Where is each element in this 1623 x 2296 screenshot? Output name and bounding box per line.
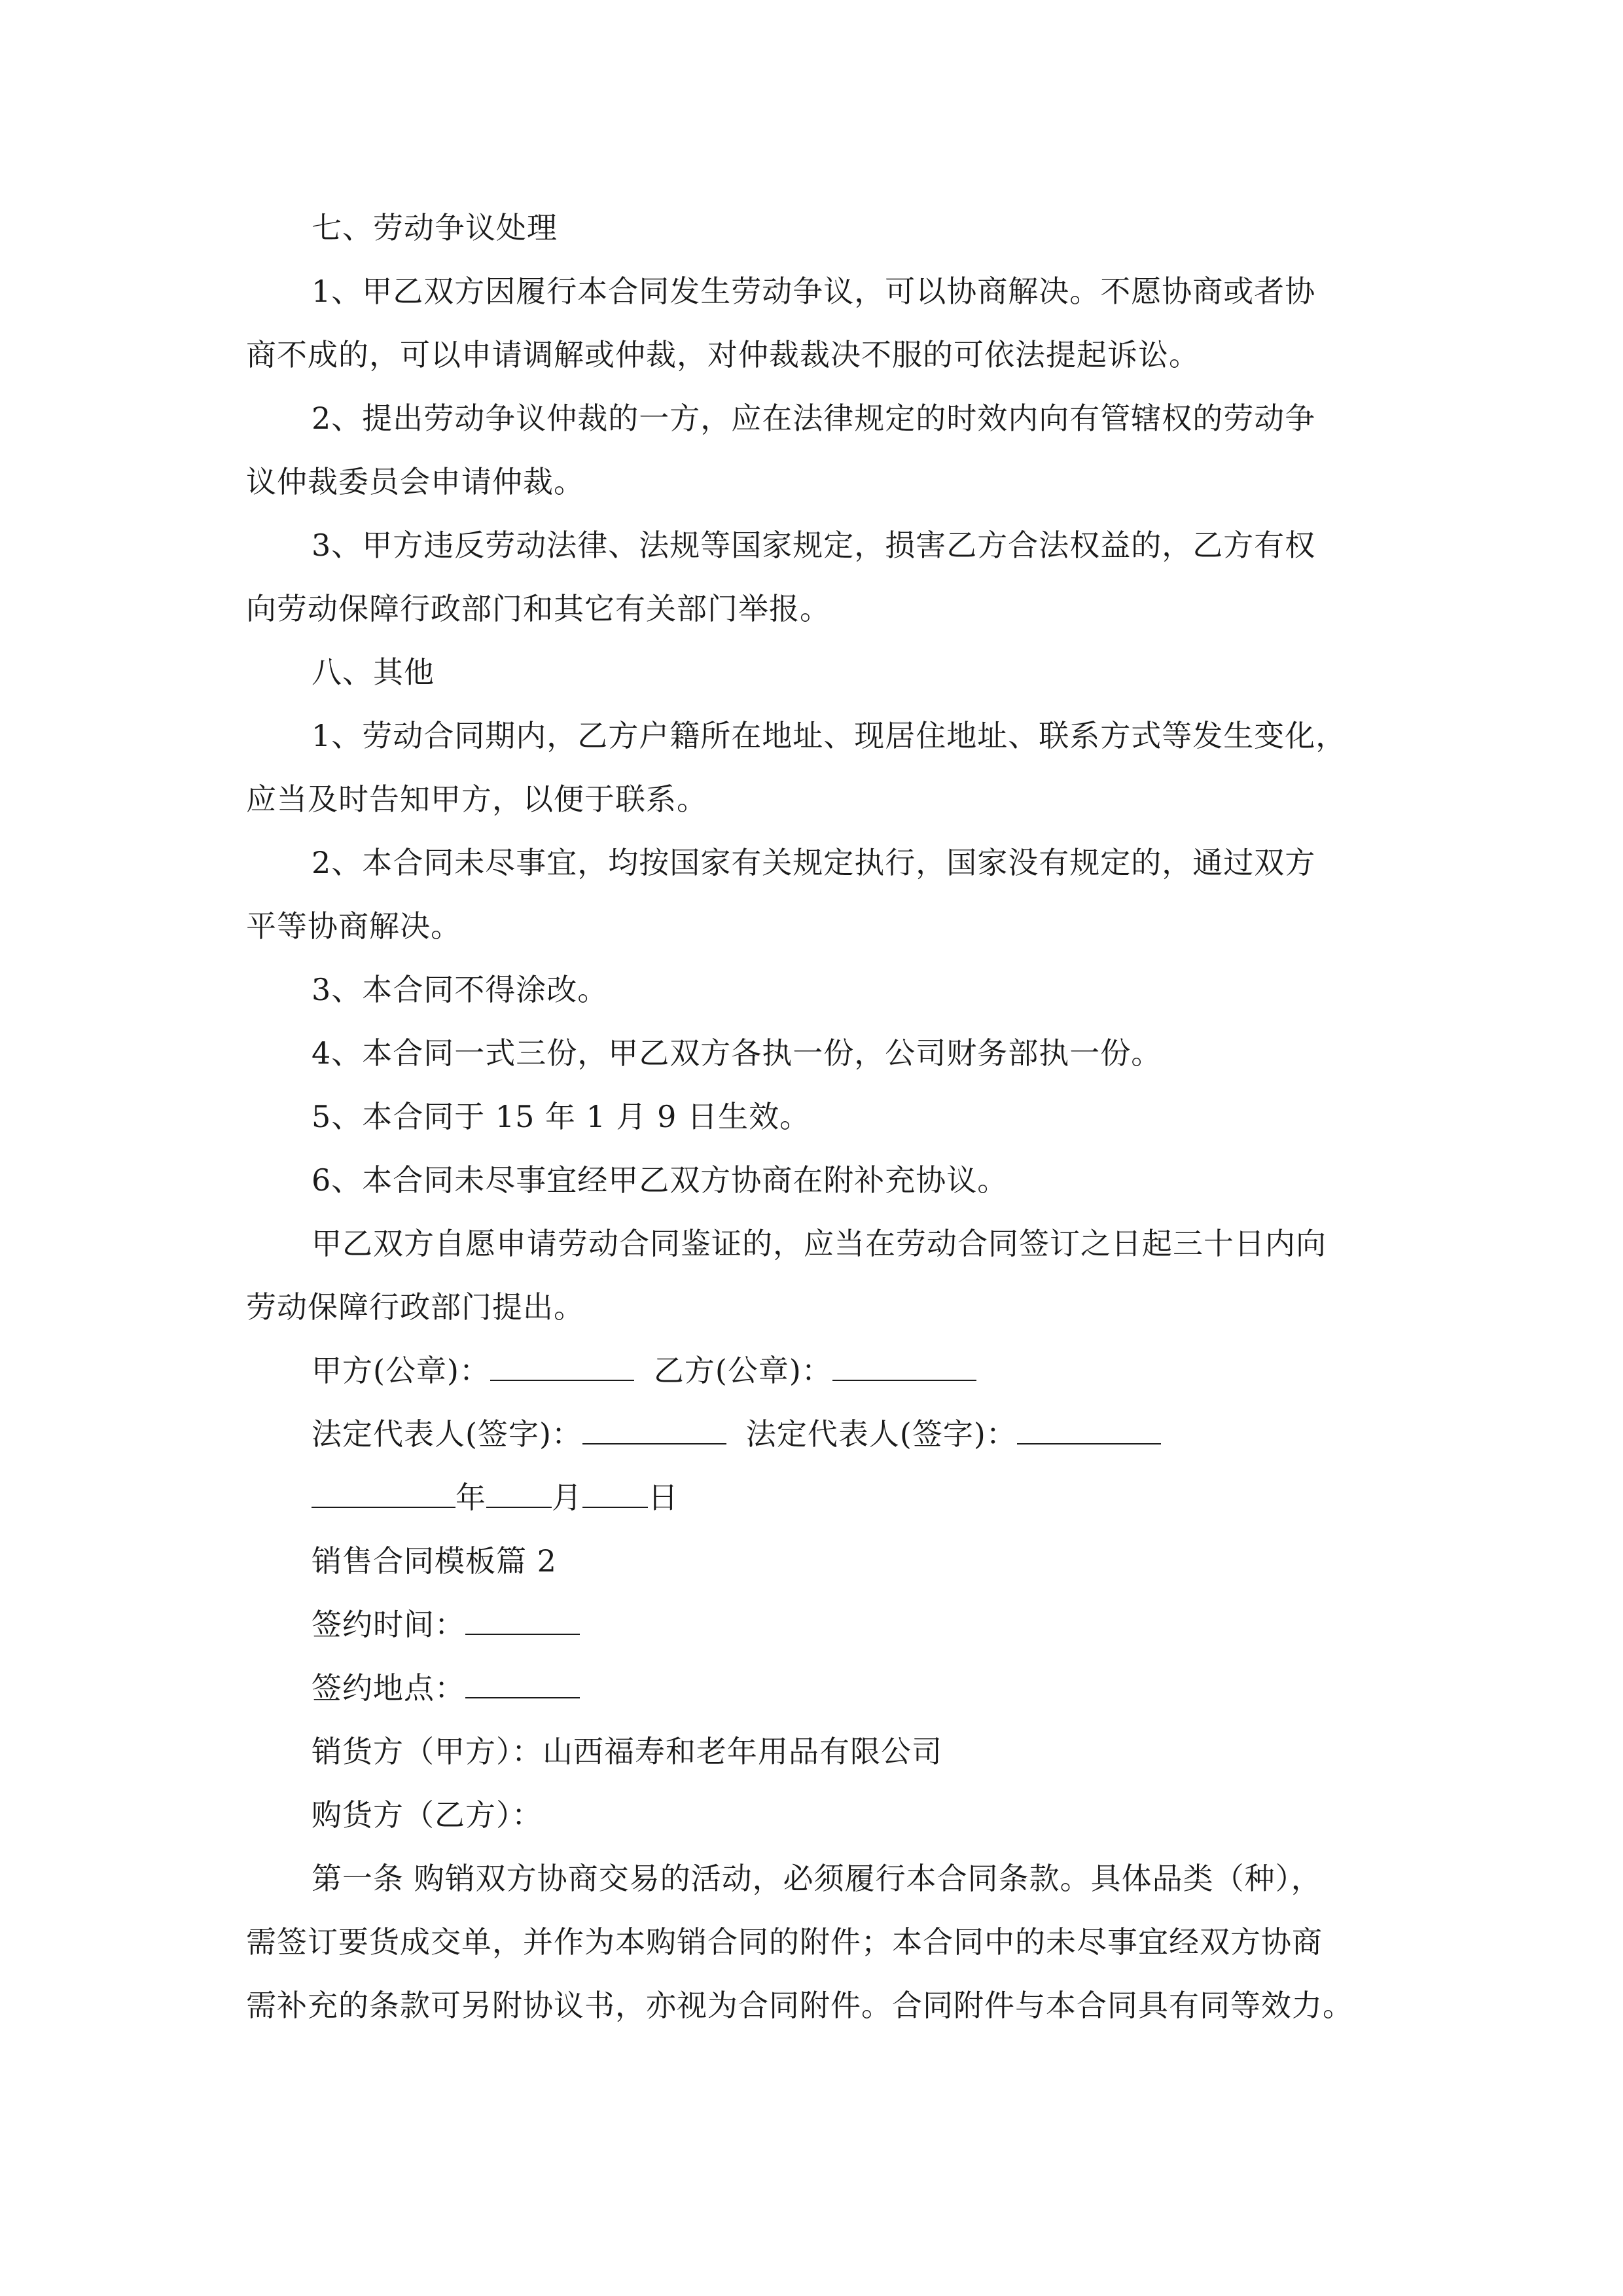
document-body [246,196,1390,2037]
paragraph-line: 应当及时告知甲方，以便于联系。 [246,781,707,817]
rep-a-label: 法定代表人(签字)： [312,1416,582,1452]
month-blank [486,1473,552,1508]
party-a-seal-blank [490,1346,634,1381]
year-label: 年 [455,1480,486,1515]
paragraph-line: 3、本合同不得涂改。 [312,972,609,1007]
section2-title: 销售合同模板篇 2 [312,1543,557,1579]
section-heading-other: 八、其他 [312,655,435,690]
year-blank [312,1473,455,1508]
paragraph-line: 4、本合同一式三份，甲乙双方各执一份，公司财务部执一份。 [312,1035,1162,1071]
paragraph-line: 2、提出劳动争议仲裁的一方，应在法律规定的时效内向有管辖权的劳动争 [312,401,1316,436]
month-label: 月 [552,1480,582,1515]
paragraph-line: 1、甲乙双方因履行本合同发生劳动争议，可以协商解决。不愿协商或者协 [312,274,1316,309]
paragraph-line: 平等协商解决。 [246,908,461,944]
party-b-seal-label: 乙方(公章)： [653,1353,832,1388]
sign-place-label: 签约地点： [312,1670,465,1706]
paragraph-line: 2、本合同未尽事宜，均按国家有关规定执行，国家没有规定的，通过双方 [312,845,1316,880]
day-label: 日 [648,1480,679,1515]
paragraph-line: 需补充的条款可另附协议书，亦视为合同附件。合同附件与本合同具有同等效力。 [246,1988,1353,2023]
section-heading-labor-dispute: 七、劳动争议处理 [312,210,558,245]
signature-date-row [246,1466,1390,1530]
paragraph-line: 议仲裁委员会申请仲裁。 [246,464,584,499]
sign-place-row [246,1657,1390,1720]
paragraph-line: 需签订要货成交单，并作为本购销合同的附件；本合同中的未尽事宜经双方协商 [246,1924,1323,1960]
sign-time-row [246,1593,1390,1657]
rep-b-label: 法定代表人(签字)： [745,1416,1017,1452]
paragraph-line: 5、本合同于 15 年 1 月 9 日生效。 [312,1099,811,1134]
paragraph-line: 向劳动保障行政部门和其它有关部门举报。 [246,591,830,626]
rep-b-blank [1017,1409,1161,1444]
paragraph-line: 3、甲方违反劳动法律、法规等国家规定，损害乙方合法权益的，乙方有权 [312,528,1316,563]
sign-place-blank [465,1663,580,1698]
signature-representative-row [246,1403,1390,1466]
paragraph-line: 商不成的，可以申请调解或仲裁，对仲裁裁决不服的可依法提起诉讼。 [246,337,1200,372]
buyer-line: 购货方（乙方）： [312,1797,543,1833]
sign-time-label: 签约时间： [312,1607,465,1642]
party-a-seal-label: 甲方(公章)： [312,1353,490,1388]
paragraph-line: 第一条 购销双方协商交易的活动，必须履行本合同条款。具体品类（种）， [312,1861,1322,1896]
day-blank [582,1473,648,1508]
rep-a-blank [582,1409,726,1444]
sign-time-blank [465,1600,580,1635]
paragraph-line: 劳动保障行政部门提出。 [246,1289,584,1325]
seller-line: 销货方（甲方）：山西福寿和老年用品有限公司 [312,1734,942,1769]
paragraph-line: 6、本合同未尽事宜经甲乙双方协商在附补充协议。 [312,1162,1008,1198]
paragraph-line: 1、劳动合同期内，乙方户籍所在地址、现居住地址、联系方式等发生变化， [312,718,1347,753]
party-b-seal-blank [832,1346,976,1381]
paragraph-line: 甲乙双方自愿申请劳动合同鉴证的，应当在劳动合同签订之日起三十日内向 [312,1226,1327,1261]
signature-party-row [246,1339,1390,1403]
